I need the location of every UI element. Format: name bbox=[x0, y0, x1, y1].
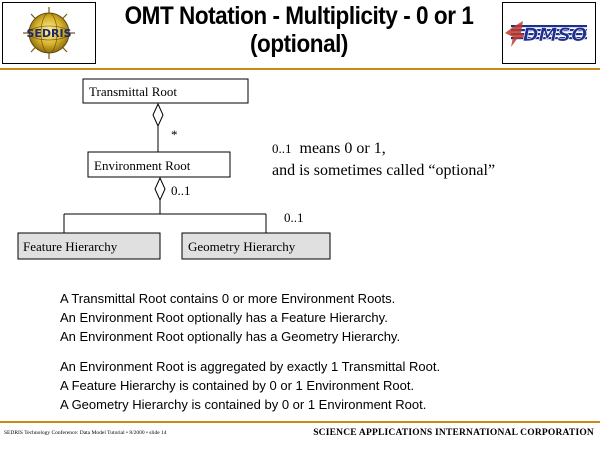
aggregation-link-2 bbox=[64, 178, 266, 233]
geometry-hierarchy-label: Geometry Hierarchy bbox=[188, 239, 296, 254]
note-line-2: and is sometimes called “optional” bbox=[272, 162, 496, 179]
feature-hierarchy-box bbox=[18, 233, 160, 259]
geometry-hierarchy-box bbox=[182, 233, 330, 259]
multiplicity-star: * bbox=[171, 127, 178, 142]
footer-left: SEDRIS Technology Conference: Data Model Tutorial • 8/2000 • slide 14 bbox=[4, 430, 167, 436]
aggregation-diamond-icon bbox=[153, 104, 163, 126]
multiplicity-environment: 0..1 bbox=[171, 183, 191, 198]
multiplicity-note bbox=[272, 139, 495, 183]
sedris-logo-text: SEDRIS bbox=[26, 27, 72, 40]
dmso-logo-text: DMSO bbox=[522, 24, 588, 46]
footer-rule bbox=[0, 421, 600, 423]
description-line: An Environment Root optionally has a Feature Hierarchy. bbox=[60, 310, 388, 325]
feature-hierarchy-label: Feature Hierarchy bbox=[23, 239, 118, 254]
note-line-1-rest: means 0 or 1, bbox=[299, 140, 386, 157]
description-line: A Feature Hierarchy is contained by 0 or 1 Environment Root. bbox=[60, 378, 415, 393]
aggregation-link-1 bbox=[153, 104, 163, 152]
note-symbol: 0..1 bbox=[272, 141, 292, 156]
description-group-1 bbox=[60, 289, 400, 346]
transmittal-root-label: Transmittal Root bbox=[89, 84, 178, 99]
footer-right: SCIENCE APPLICATIONS INTERNATIONAL CORPORATION bbox=[313, 428, 594, 438]
description-line: An Environment Root optionally has a Geometry Hierarchy. bbox=[60, 329, 401, 344]
title-line-2: (optional) bbox=[250, 30, 348, 58]
multiplicity-geometry: 0..1 bbox=[284, 210, 304, 225]
environment-root-label: Environment Root bbox=[94, 158, 191, 173]
description-group-2 bbox=[60, 357, 440, 414]
transmittal-root-box bbox=[83, 79, 248, 103]
description-line: A Transmittal Root contains 0 or more Environment Roots. bbox=[60, 291, 396, 306]
description-line: A Geometry Hierarchy is contained by 0 or 1 Environment Root. bbox=[60, 397, 427, 412]
note-line-1 bbox=[272, 139, 495, 159]
environment-root-box bbox=[88, 152, 230, 177]
aggregation-diamond-icon-2 bbox=[155, 178, 165, 200]
description-line: An Environment Root is aggregated by exactly 1 Transmittal Root. bbox=[60, 359, 441, 374]
title-line-1: OMT Notation - Multiplicity - 0 or 1 bbox=[124, 2, 474, 30]
